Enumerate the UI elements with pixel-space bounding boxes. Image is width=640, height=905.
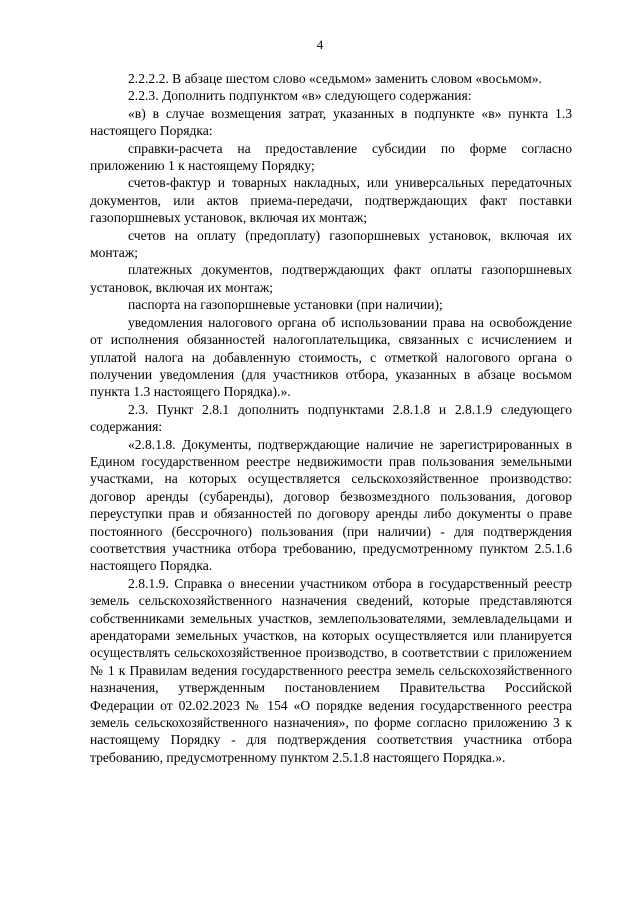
paragraph-tax-notification: уведомления налогового органа об использовании права на освобождение от исполнения обязанностей налогоплательщика, связанных с исчислением и уплатой налога на добавленную стоимость, с отметкой налогового органа о получении уведомления (для участников отбора, указанных в абзаце восьмом пункта 1.3 настоящего Порядка).».	[90, 314, 572, 400]
paragraph-payment-documents: платежных документов, подтверждающих факт оплаты газопоршневых установок, включая их монтаж;	[90, 262, 572, 295]
page-number: 4	[316, 37, 324, 52]
paragraph-2-8-1-9: 2.8.1.9. Справка о внесении участником отбора в государственный реестр земель сельскохозяйственного назначения сведений, которые представляются собственниками земельных участков, землепользователями, землевладельцами и арендаторами земельных участков, на которых осуществляется или планируется осуществлять сельскохозяйственное производство, в соответствии с приложением № 1 к Правилам ведения государственного реестра земель сельскохозяйственного назначения, утвержденным постановлением Правительства Российской Федерации от 02.02.2023 № 154 «О порядке ведения государственного реестра земель сельскохозяйственного назначения», по форме согласно приложению 3 к настоящему Порядку - для подтверждения соответствия участника отбора требованию, предусмотренному пунктом 2.5.1.8 настоящего Порядка.».	[90, 575, 572, 765]
paragraph-calculation-certificate: справки-расчета на предоставление субсидии по форме согласно приложению 1 к настоящему Порядку;	[90, 140, 572, 174]
paragraph-invoices: счетов-фактур и товарных накладных, или универсальных передаточных документов, или актов приема-передачи, подтверждающих факт поставки газопоршневых установок, включая их монтаж;	[90, 175, 572, 226]
paragraph-subpoint-v: «в) в случае возмещения затрат, указанных в подпункте «в» пункта 1.3 настоящего Порядка:	[90, 105, 572, 139]
paragraph-2-2-3: 2.2.3. Дополнить подпунктом «в» следующего содержания:	[128, 88, 472, 104]
paragraph-2-2-2-2: 2.2.2.2. В абзаце шестом слово «седьмом» заменить словом «восьмом».	[128, 71, 542, 86]
document-body	[90, 70, 572, 766]
paragraph-2-3: 2.3. Пункт 2.8.1 дополнить подпунктами 2.8.1.8 и 2.8.1.9 следующего содержания:	[90, 401, 572, 435]
paragraph-payment-bills: счетов на оплату (предоплату) газопоршневых установок, включая их монтаж;	[90, 227, 572, 261]
paragraph-2-8-1-8: «2.8.1.8. Документы, подтверждающие наличие не зарегистрированных в Едином государственном реестре недвижимости прав пользования земельными участками, на которых осуществляется сельскохозяйственное производство: договор аренды (субаренды), договор безвозмездного пользования, договор переуступки прав и обязанностей по договору аренды либо документы о праве постоянного (бессрочного) пользования (при наличии) - для подтверждения соответствия участника отбора требованию, предусмотренному пунктом 2.5.1.6 настоящего Порядка.	[90, 436, 572, 574]
paragraph-passport: паспорта на газопоршневые установки (при наличии);	[128, 297, 443, 313]
